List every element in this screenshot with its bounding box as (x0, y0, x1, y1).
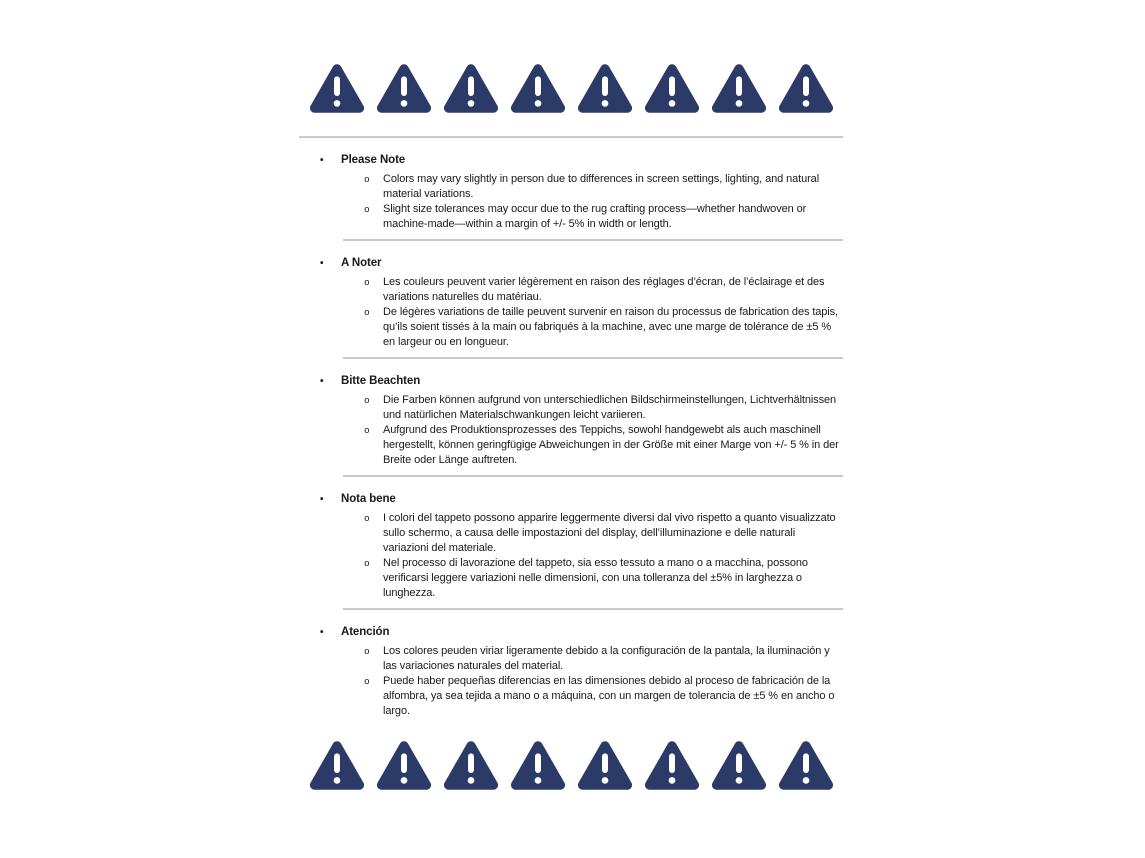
circle-bullet-icon: o (364, 277, 370, 288)
notice-text: I colori del tappeto possono apparire leggermente diversi dal vivo rispetto a quanto visualizzato sullo schermo, a causa delle impostazioni del display, dell’illuminazione e delle naturali variazioni del materiale. (383, 512, 836, 554)
notice-item (299, 172, 843, 202)
section-title: Please Note (341, 154, 406, 166)
circle-bullet-icon: o (364, 425, 370, 436)
divider (343, 475, 843, 477)
section-title: Nota bene (341, 493, 396, 505)
circle-bullet-icon: o (364, 558, 370, 569)
warning-triangle-icon (577, 739, 633, 792)
notice-item (299, 674, 843, 719)
notice-text: Aufgrund des Produktionsprozesses des Teppichs, sowohl handgewebt als auch maschinell hergestellt, können geringfügige Abweichungen in der Größe mit einer Marge von +/- 5 % in der Breite oder Länge auftreten. (383, 424, 839, 466)
notice-item (299, 556, 843, 601)
section-header (299, 256, 843, 271)
document-content (299, 0, 843, 792)
notice-text: Puede haber pequeñas diferencias en las dimensiones debido al proceso de fabricación de la alfombra, ya sea tejida a mano o a máquina, con un margen de tolerancia de ±5 % en ancho o largo. (383, 675, 835, 717)
circle-bullet-icon: o (364, 307, 370, 318)
warning-triangle-icon (644, 739, 700, 792)
section-header (299, 625, 843, 640)
notice-text: Les couleurs peuvent varier légèrement en raison des réglages d’écran, de l’éclairage et des variations naturelles du matériau. (383, 276, 825, 303)
section-header (299, 153, 843, 168)
circle-bullet-icon: o (364, 395, 370, 406)
warning-triangle-icon (778, 62, 834, 115)
circle-bullet-icon: o (364, 204, 370, 215)
divider (299, 136, 843, 138)
section-header (299, 374, 843, 389)
warning-triangle-icon (443, 62, 499, 115)
divider (343, 239, 843, 241)
divider (343, 608, 843, 610)
warning-triangle-icon (577, 62, 633, 115)
section-header (299, 492, 843, 507)
notice-item (299, 511, 843, 556)
bullet-icon: • (320, 494, 324, 505)
notice-item (299, 275, 843, 305)
bullet-icon: • (320, 258, 324, 269)
section-title: A Noter (341, 257, 382, 269)
bullet-icon: • (320, 376, 324, 387)
notice-text: Die Farben können aufgrund von unterschiedlichen Bildschirmeinstellungen, Lichtverhältnissen und natürlichen Materialschwankungen leicht variieren. (383, 394, 837, 421)
section-atencion (299, 625, 843, 719)
notice-text: De légères variations de taille peuvent survenir en raison du processus de fabrication des tapis, qu’ils soient tissés à la main ou fabriqués à la machine, avec une marge de tolérance de ±5 % en largeur ou en longueur. (383, 306, 839, 348)
section-nota-bene (299, 492, 843, 601)
warning-triangle-icon (376, 739, 432, 792)
divider (343, 357, 843, 359)
bullet-icon: • (320, 155, 324, 166)
notice-text: Los colores peuden viriar ligeramente debido a la configuración de la pantala, la iluminación y las variaciones naturales del material. (383, 645, 830, 672)
notice-item (299, 393, 843, 423)
notice-text: Colors may vary slightly in person due to differences in screen settings, lighting, and natural material variations. (383, 173, 820, 200)
warning-triangle-icon (711, 62, 767, 115)
warning-triangle-icon (510, 62, 566, 115)
circle-bullet-icon: o (364, 646, 370, 657)
section-please-note (299, 153, 843, 232)
warning-triangle-icon (309, 739, 365, 792)
warning-triangle-icon (376, 62, 432, 115)
notice-text: Slight size tolerances may occur due to the rug crafting process—whether handwoven or machine-made—within a margin of +/- 5% in width or length. (383, 203, 807, 230)
section-title: Bitte Beachten (341, 375, 421, 387)
notice-text: Nel processo di lavorazione del tappeto, sia esso tessuto a mano o a macchina, possono verificarsi leggere variazioni nelle dimensioni, con una tolleranza del ±5% in larghezza o lunghezza. (383, 557, 808, 599)
bullet-icon: • (320, 627, 324, 638)
circle-bullet-icon: o (364, 174, 370, 185)
warning-triangle-icon (778, 739, 834, 792)
section-bitte-beachten (299, 374, 843, 468)
warning-triangle-icon (309, 62, 365, 115)
notice-item (299, 305, 843, 350)
section-title: Atención (341, 626, 390, 638)
warning-icons-row-top (299, 0, 843, 115)
notice-item (299, 423, 843, 468)
circle-bullet-icon: o (364, 676, 370, 687)
notice-item (299, 644, 843, 674)
warning-triangle-icon (711, 739, 767, 792)
warning-triangle-icon (644, 62, 700, 115)
warning-icons-row-bottom (299, 719, 843, 792)
circle-bullet-icon: o (364, 513, 370, 524)
warning-triangle-icon (443, 739, 499, 792)
warning-triangle-icon (510, 739, 566, 792)
notice-item (299, 202, 843, 232)
section-a-noter (299, 256, 843, 350)
